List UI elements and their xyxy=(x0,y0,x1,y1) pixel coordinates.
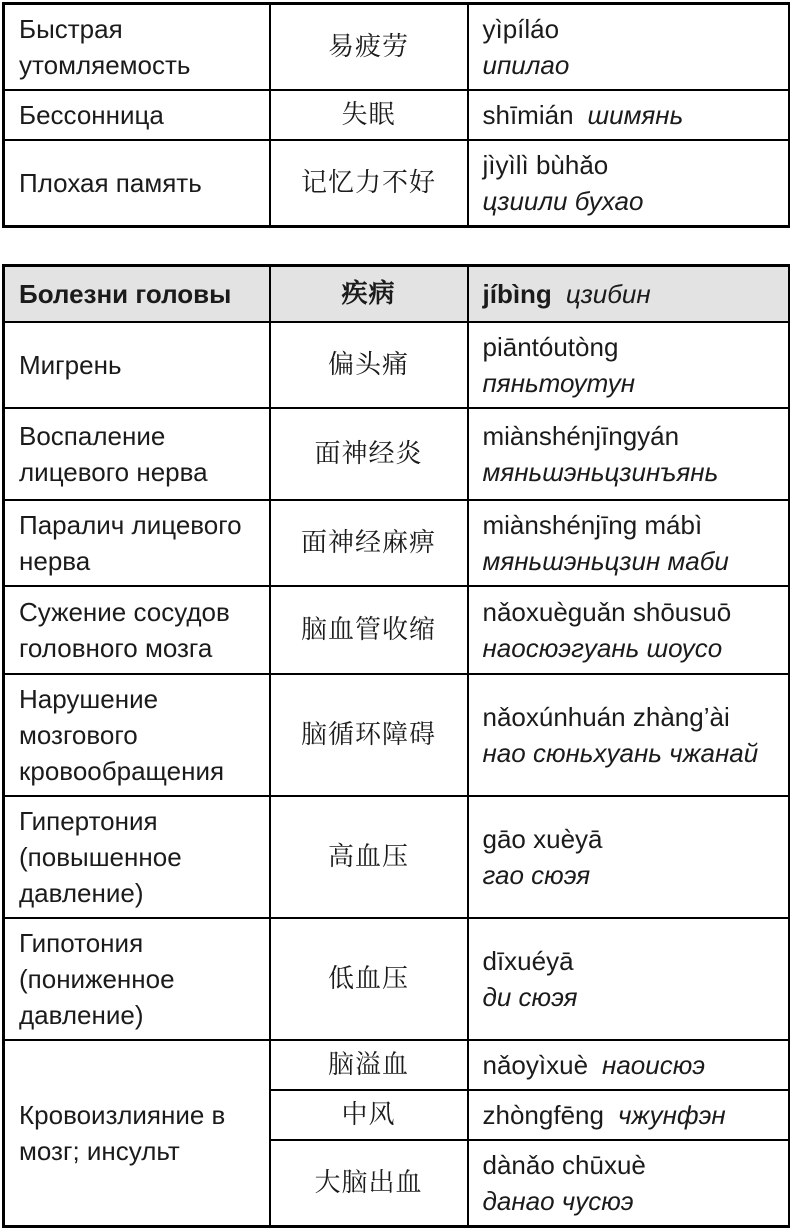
table-row xyxy=(4,674,790,796)
phonetic-cell xyxy=(468,4,790,91)
chinese-term: 记忆力不好 xyxy=(270,140,468,227)
section-title-russian: Болезни головы xyxy=(4,266,270,323)
phonetic-cell xyxy=(468,674,790,796)
chinese-term: 脑溢血 xyxy=(270,1040,468,1090)
chinese-term: 高血压 xyxy=(270,796,468,918)
pinyin-text: piāntóutòng xyxy=(482,332,619,362)
chinese-term: 脑循环障碍 xyxy=(270,674,468,796)
cyrillic-transcription: ипилао xyxy=(482,50,570,80)
vocab-table-symptoms xyxy=(2,2,790,228)
russian-term: Паралич лицевого нерва xyxy=(4,500,270,586)
chinese-term: 大脑出血 xyxy=(270,1140,468,1227)
chinese-term: 中风 xyxy=(270,1090,468,1140)
chinese-term: 失眠 xyxy=(270,90,468,140)
phonetic-cell xyxy=(468,500,790,586)
chinese-term: 面神经麻痹 xyxy=(270,500,468,586)
phonetic-cell xyxy=(468,586,790,674)
chinese-term: 面神经炎 xyxy=(270,408,468,500)
table-row xyxy=(4,918,790,1040)
phonetic-cell xyxy=(468,796,790,918)
section-gap xyxy=(2,228,788,264)
pinyin-text: shīmián xyxy=(482,100,574,130)
table-row-merged-sub xyxy=(4,1040,790,1090)
phonetic-cell xyxy=(468,1090,790,1140)
pinyin-text: dànǎo chūxuè xyxy=(482,1150,646,1180)
section-header-row xyxy=(4,266,790,323)
table-row xyxy=(4,4,790,91)
pinyin-text: nǎoxúnhuán zhàng’ài xyxy=(482,702,730,732)
russian-term: Быстрая утомляемость xyxy=(4,4,270,91)
pinyin-text: jìyìlì bùhǎo xyxy=(482,150,609,180)
table-row xyxy=(4,408,790,500)
pinyin-text: jíbìng xyxy=(482,279,552,309)
russian-term: Нарушение мозгового кровообращения xyxy=(4,674,270,796)
phonetic-cell xyxy=(468,322,790,408)
section-title-phonetic xyxy=(468,266,790,323)
phonetic-cell xyxy=(468,140,790,227)
russian-term: Сужение сосудов головного мозга xyxy=(4,586,270,674)
table-row xyxy=(4,322,790,408)
cyrillic-transcription: чжунфэн xyxy=(617,1100,726,1130)
cyrillic-transcription: мяньшэньцзин маби xyxy=(482,546,729,576)
phonetic-cell xyxy=(468,1040,790,1090)
cyrillic-transcription: наосюэгуань шоусо xyxy=(482,633,723,663)
russian-term: Плохая память xyxy=(4,140,270,227)
vocab-table-head-diseases xyxy=(2,264,790,1228)
russian-term: Гипертония (повышенное давление) xyxy=(4,796,270,918)
pinyin-text: nǎoyìxuè xyxy=(482,1050,589,1080)
russian-term: Гипотония (пониженное давление) xyxy=(4,918,270,1040)
cyrillic-transcription: нао сюньхуань чжанай xyxy=(482,738,759,768)
cyrillic-transcription: мяньшэньцзинъянь xyxy=(482,457,719,487)
cyrillic-transcription: гао сюэя xyxy=(482,860,591,890)
russian-term: Бессонница xyxy=(4,90,270,140)
cyrillic-transcription: данао чусюэ xyxy=(482,1186,634,1216)
section-title-chinese: 疾病 xyxy=(270,266,468,323)
cyrillic-transcription: цзиили бухао xyxy=(482,186,644,216)
table-row xyxy=(4,140,790,227)
table-row xyxy=(4,796,790,918)
russian-term: Мигрень xyxy=(4,322,270,408)
pinyin-text: miànshénjīng mábì xyxy=(482,510,703,540)
phonetic-cell xyxy=(468,90,790,140)
pinyin-text: miànshénjīngyán xyxy=(482,421,680,451)
chinese-term: 脑血管收缩 xyxy=(270,586,468,674)
cyrillic-transcription: шимянь xyxy=(587,100,684,130)
chinese-term: 低血压 xyxy=(270,918,468,1040)
table-row xyxy=(4,500,790,586)
chinese-term: 易疲劳 xyxy=(270,4,468,91)
pinyin-text: yìpíláo xyxy=(482,14,560,44)
russian-term-merged: Кровоизлияние в мозг; инсульт xyxy=(4,1040,270,1227)
table-row xyxy=(4,586,790,674)
cyrillic-transcription: цзибин xyxy=(565,279,651,309)
cyrillic-transcription: наоисюэ xyxy=(602,1050,706,1080)
cyrillic-transcription: пяньтоутун xyxy=(482,368,636,398)
pinyin-text: nǎoxuèguǎn shōusuō xyxy=(482,597,732,627)
phonetic-cell xyxy=(468,1140,790,1227)
table-row xyxy=(4,90,790,140)
phonetic-cell xyxy=(468,918,790,1040)
cyrillic-transcription: ди сюэя xyxy=(482,982,578,1012)
pinyin-text: dīxuéyā xyxy=(482,946,574,976)
pinyin-text: zhòngfēng xyxy=(482,1100,604,1130)
phonetic-cell xyxy=(468,408,790,500)
pinyin-text: gāo xuèyā xyxy=(482,824,603,854)
russian-term: Воспаление лицевого нерва xyxy=(4,408,270,500)
chinese-term: 偏头痛 xyxy=(270,322,468,408)
